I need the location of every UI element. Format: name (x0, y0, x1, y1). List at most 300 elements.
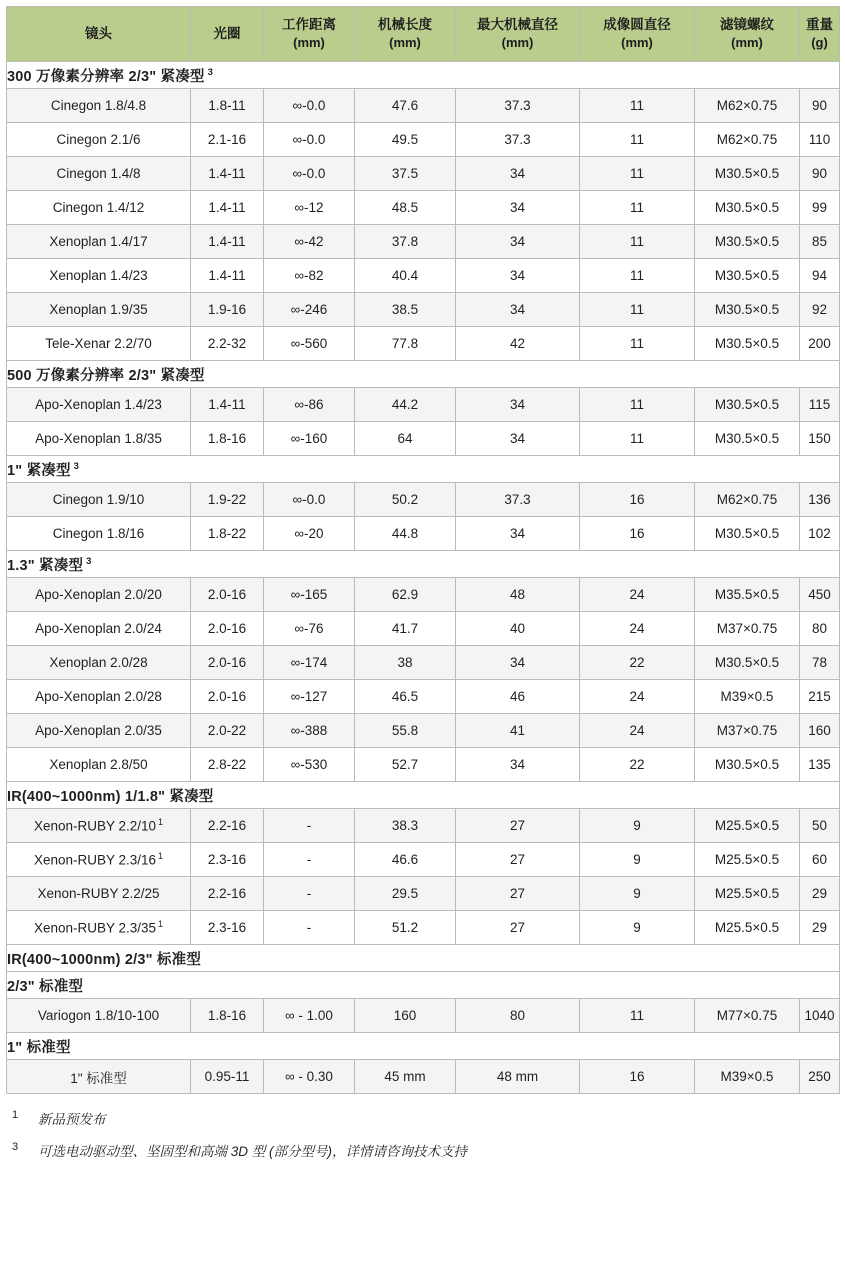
cell-lens (7, 843, 191, 877)
cell-weight (800, 612, 840, 646)
cell-image-circle (580, 89, 695, 123)
cell-max-diameter (456, 191, 580, 225)
cell-filter-thread-value: M62×0.75 (716, 492, 778, 507)
cell-working-distance-value: ∞-560 (290, 336, 328, 351)
cell-weight (800, 422, 840, 456)
cell-mechanical-length (355, 483, 456, 517)
cell-mechanical-length (355, 714, 456, 748)
cell-mechanical-length-value: 37.5 (391, 166, 419, 181)
cell-working-distance (264, 714, 355, 748)
cell-working-distance (264, 578, 355, 612)
cell-weight (800, 89, 840, 123)
cell-weight (800, 578, 840, 612)
cell-image-circle-value: 11 (629, 132, 644, 147)
cell-image-circle (580, 483, 695, 517)
cell-weight-value: 150 (808, 431, 831, 446)
table-row (7, 809, 840, 843)
cell-max-diameter-value: 27 (509, 886, 526, 901)
table-row (7, 680, 840, 714)
cell-weight-value: 102 (808, 526, 831, 541)
cell-aperture (191, 714, 264, 748)
table-group-row (7, 456, 840, 483)
column-header-image-circle-label: 成像圆直径 (603, 17, 671, 33)
cell-image-circle-value: 11 (629, 234, 644, 249)
cell-lens-value: Xenoplan 1.4/23 (49, 268, 148, 283)
cell-lens-value: Cinegon 1.8/4.8 (50, 98, 147, 113)
cell-lens (7, 89, 191, 123)
cell-max-diameter (456, 748, 580, 782)
cell-mechanical-length (355, 293, 456, 327)
cell-lens-value: Cinegon 1.4/12 (52, 200, 145, 215)
cell-image-circle (580, 999, 695, 1033)
table-group-row (7, 945, 840, 972)
cell-mechanical-length-value: 44.8 (391, 526, 419, 541)
cell-max-diameter-value: 34 (509, 397, 526, 412)
cell-max-diameter-value: 27 (509, 852, 526, 867)
cell-max-diameter (456, 999, 580, 1033)
cell-image-circle-value: 24 (629, 689, 645, 704)
cell-weight-value: 29 (811, 886, 828, 901)
table-header (7, 7, 840, 62)
cell-max-diameter (456, 157, 580, 191)
cell-working-distance-value: - (306, 818, 312, 833)
cell-working-distance-value: ∞-174 (290, 655, 328, 670)
cell-mechanical-length-value: 62.9 (391, 587, 419, 602)
cell-aperture-value: 2.0-22 (207, 723, 247, 738)
cell-lens-value: Cinegon 1.9/10 (52, 492, 145, 507)
cell-lens-value: Cinegon 1.4/8 (56, 166, 141, 181)
cell-max-diameter (456, 578, 580, 612)
cell-filter-thread (695, 680, 800, 714)
cell-footnote-marker: 1 (158, 851, 164, 862)
cell-aperture-value: 1.4-11 (208, 234, 246, 249)
cell-image-circle-value: 22 (629, 757, 645, 772)
cell-working-distance (264, 999, 355, 1033)
cell-weight-value: 90 (811, 166, 828, 181)
cell-weight (800, 877, 840, 911)
cell-aperture (191, 748, 264, 782)
cell-working-distance (264, 293, 355, 327)
cell-image-circle-value: 11 (629, 166, 644, 181)
cell-image-circle (580, 191, 695, 225)
cell-working-distance (264, 809, 355, 843)
cell-working-distance-value: ∞-0.0 (292, 98, 326, 113)
cell-aperture-value: 2.2-32 (207, 336, 247, 351)
table-row (7, 999, 840, 1033)
cell-weight-value: 115 (808, 397, 831, 412)
cell-mechanical-length (355, 157, 456, 191)
cell-lens (7, 191, 191, 225)
cell-aperture-value: 1.4-11 (208, 166, 246, 181)
cell-working-distance-value: - (306, 886, 312, 901)
cell-mechanical-length (355, 877, 456, 911)
table-row (7, 578, 840, 612)
lens-specification-table (6, 6, 840, 1094)
cell-max-diameter (456, 877, 580, 911)
cell-max-diameter-value: 34 (509, 526, 526, 541)
cell-weight (800, 809, 840, 843)
cell-image-circle (580, 748, 695, 782)
cell-filter-thread-value: M37×0.75 (716, 621, 778, 636)
cell-mechanical-length-value: 55.8 (391, 723, 419, 738)
cell-lens (7, 714, 191, 748)
table-row (7, 748, 840, 782)
cell-lens-value: Apo-Xenoplan 2.0/28 (35, 689, 162, 704)
cell-max-diameter-value: 34 (509, 268, 526, 283)
cell-weight-value: 60 (811, 852, 828, 867)
cell-max-diameter (456, 483, 580, 517)
cell-aperture (191, 809, 264, 843)
cell-working-distance (264, 123, 355, 157)
cell-max-diameter-value: 34 (509, 757, 526, 772)
cell-max-diameter-value: 34 (509, 234, 526, 249)
cell-lens (7, 877, 191, 911)
cell-filter-thread (695, 578, 800, 612)
cell-image-circle-value: 16 (629, 1069, 645, 1084)
column-header-aperture-label: 光圈 (213, 25, 241, 41)
cell-mechanical-length (355, 748, 456, 782)
cell-mechanical-length-value: 51.2 (391, 920, 419, 935)
cell-aperture-value: 1.4-11 (208, 268, 246, 283)
cell-weight (800, 483, 840, 517)
cell-aperture (191, 123, 264, 157)
column-header-mechanical-length-unit: (mm) (389, 35, 421, 51)
cell-aperture (191, 877, 264, 911)
cell-weight (800, 714, 840, 748)
cell-working-distance (264, 612, 355, 646)
cell-mechanical-length (355, 388, 456, 422)
cell-working-distance (264, 422, 355, 456)
cell-image-circle (580, 157, 695, 191)
cell-aperture (191, 191, 264, 225)
cell-weight (800, 517, 840, 551)
cell-filter-thread (695, 1060, 800, 1094)
cell-mechanical-length (355, 89, 456, 123)
cell-max-diameter-value: 34 (509, 655, 526, 670)
cell-lens-value: Xenon-RUBY 2.2/25 (37, 886, 160, 901)
cell-aperture-value: 2.1-16 (207, 132, 247, 147)
cell-image-circle-value: 9 (633, 852, 641, 867)
cell-mechanical-length (355, 843, 456, 877)
cell-filter-thread-value: M30.5×0.5 (714, 268, 780, 283)
cell-filter-thread-value: M39×0.5 (720, 689, 774, 704)
cell-aperture (191, 483, 264, 517)
cell-working-distance-value: ∞-42 (294, 234, 324, 249)
cell-working-distance-value: ∞-0.0 (292, 492, 326, 507)
cell-working-distance (264, 646, 355, 680)
cell-filter-thread-value: M62×0.75 (716, 98, 778, 113)
cell-lens (7, 612, 191, 646)
column-header-lens-label: 镜头 (85, 25, 112, 41)
cell-image-circle-value: 16 (629, 526, 645, 541)
cell-filter-thread (695, 809, 800, 843)
table-body (7, 62, 840, 1094)
group-title (7, 972, 840, 999)
cell-mechanical-length (355, 1060, 456, 1094)
group-title-footnote-marker: 3 (207, 66, 214, 78)
cell-filter-thread-value: M25.5×0.5 (714, 818, 780, 833)
table-row (7, 327, 840, 361)
table-group-row (7, 551, 840, 578)
cell-lens (7, 293, 191, 327)
cell-working-distance (264, 911, 355, 945)
cell-filter-thread-value: M30.5×0.5 (714, 336, 780, 351)
cell-aperture-value: 1.8-22 (207, 526, 247, 541)
column-header-filter-thread-unit: (mm) (731, 35, 763, 51)
cell-image-circle (580, 422, 695, 456)
cell-working-distance (264, 388, 355, 422)
cell-lens-value: Xenoplan 1.4/17 (49, 234, 148, 249)
cell-weight-value: 50 (811, 818, 828, 833)
cell-mechanical-length-value: 40.4 (391, 268, 419, 283)
cell-lens-value: Cinegon 2.1/6 (56, 132, 141, 147)
cell-lens-value: Tele-Xenar 2.2/70 (45, 336, 152, 351)
cell-weight (800, 911, 840, 945)
group-title-label: 1.3" 紧凑型 (7, 557, 84, 574)
cell-max-diameter (456, 388, 580, 422)
cell-lens (7, 422, 191, 456)
cell-weight (800, 999, 840, 1033)
cell-filter-thread (695, 123, 800, 157)
cell-mechanical-length-value: 77.8 (391, 336, 419, 351)
cell-footnote-marker: 1 (158, 919, 164, 930)
cell-working-distance-value: ∞-165 (290, 587, 328, 602)
cell-working-distance (264, 483, 355, 517)
cell-working-distance (264, 517, 355, 551)
cell-weight (800, 388, 840, 422)
cell-max-diameter-value: 34 (509, 200, 526, 215)
cell-mechanical-length (355, 999, 456, 1033)
cell-mechanical-length-value: 41.7 (391, 621, 419, 636)
table-row (7, 388, 840, 422)
cell-image-circle (580, 646, 695, 680)
cell-lens-value: Xenon-RUBY 2.3/35 (33, 920, 157, 936)
cell-max-diameter-value: 37.3 (504, 98, 531, 113)
cell-lens-value: Apo-Xenoplan 1.8/35 (35, 431, 162, 446)
cell-aperture-value: 2.0-16 (207, 621, 247, 636)
cell-aperture-value: 1.9-22 (207, 492, 247, 507)
table-row (7, 483, 840, 517)
group-title (7, 945, 840, 972)
cell-mechanical-length (355, 327, 456, 361)
cell-weight (800, 843, 840, 877)
cell-lens (7, 646, 191, 680)
cell-lens-value: Xenon-RUBY 2.2/10 (33, 818, 157, 834)
cell-filter-thread-value: M62×0.75 (716, 132, 778, 147)
cell-image-circle (580, 843, 695, 877)
cell-weight-value: 78 (811, 655, 828, 670)
cell-aperture-value: 0.95-11 (204, 1069, 250, 1084)
cell-max-diameter-value: 48 mm (496, 1069, 539, 1084)
cell-weight-value: 160 (808, 723, 831, 738)
cell-weight-value: 92 (811, 302, 828, 317)
cell-mechanical-length-value: 29.5 (391, 886, 419, 901)
footnote-text: 新品预发布 (38, 1112, 106, 1127)
group-title-label: IR(400~1000nm) 2/3" 标准型 (7, 951, 202, 968)
cell-filter-thread (695, 999, 800, 1033)
group-title-footnote-marker: 3 (73, 460, 80, 472)
cell-lens (7, 1060, 191, 1094)
column-header-working-distance (264, 7, 355, 62)
cell-mechanical-length-value: 37.8 (391, 234, 419, 249)
cell-image-circle-value: 22 (629, 655, 645, 670)
table-row (7, 517, 840, 551)
cell-max-diameter (456, 809, 580, 843)
cell-mechanical-length (355, 422, 456, 456)
cell-max-diameter-value: 34 (509, 431, 526, 446)
column-header-working-distance-unit: (mm) (293, 35, 325, 51)
cell-image-circle-value: 11 (629, 98, 644, 113)
cell-aperture (191, 911, 264, 945)
cell-image-circle-value: 24 (629, 621, 645, 636)
cell-lens (7, 999, 191, 1033)
cell-weight (800, 293, 840, 327)
cell-image-circle (580, 714, 695, 748)
cell-filter-thread-value: M30.5×0.5 (714, 655, 780, 670)
cell-mechanical-length-value: 38 (397, 655, 413, 670)
cell-max-diameter (456, 646, 580, 680)
table-row (7, 911, 840, 945)
cell-filter-thread-value: M30.5×0.5 (714, 234, 780, 249)
cell-image-circle (580, 911, 695, 945)
cell-aperture-value: 2.0-16 (207, 587, 247, 602)
table-row (7, 123, 840, 157)
cell-image-circle-value: 11 (629, 200, 644, 215)
cell-filter-thread-value: M35.5×0.5 (714, 587, 780, 602)
cell-max-diameter-value: 46 (509, 689, 526, 704)
cell-max-diameter-value: 34 (509, 166, 526, 181)
cell-aperture-value: 2.3-16 (207, 920, 247, 935)
cell-image-circle-value: 11 (629, 302, 644, 317)
column-header-weight (800, 7, 840, 62)
cell-aperture (191, 612, 264, 646)
cell-mechanical-length-value: 38.5 (391, 302, 419, 317)
cell-mechanical-length-value: 50.2 (391, 492, 419, 507)
cell-weight-value: 29 (811, 920, 828, 935)
cell-mechanical-length-value: 46.5 (391, 689, 419, 704)
cell-filter-thread-value: M25.5×0.5 (714, 852, 780, 867)
cell-max-diameter (456, 843, 580, 877)
cell-lens (7, 483, 191, 517)
cell-image-circle (580, 578, 695, 612)
cell-filter-thread (695, 646, 800, 680)
cell-working-distance-value: ∞-20 (294, 526, 324, 541)
cell-max-diameter (456, 517, 580, 551)
cell-lens-value: Xenoplan 2.8/50 (49, 757, 148, 772)
cell-image-circle-value: 16 (629, 492, 645, 507)
footnote-marker: 3 (12, 1141, 19, 1153)
table-row (7, 843, 840, 877)
cell-working-distance-value: ∞-388 (290, 723, 328, 738)
cell-filter-thread (695, 612, 800, 646)
column-header-max-diameter-label: 最大机械直径 (477, 17, 558, 33)
cell-working-distance-value: ∞-127 (290, 689, 328, 704)
cell-max-diameter (456, 422, 580, 456)
cell-mechanical-length (355, 123, 456, 157)
cell-mechanical-length (355, 612, 456, 646)
table-row (7, 293, 840, 327)
cell-filter-thread-value: M30.5×0.5 (714, 302, 780, 317)
cell-weight (800, 1060, 840, 1094)
cell-weight (800, 225, 840, 259)
cell-working-distance (264, 191, 355, 225)
cell-weight-value: 136 (808, 492, 831, 507)
cell-filter-thread-value: M30.5×0.5 (714, 166, 780, 181)
cell-working-distance (264, 157, 355, 191)
column-header-mechanical-length-label: 机械长度 (378, 17, 432, 33)
cell-mechanical-length (355, 646, 456, 680)
cell-image-circle-value: 11 (629, 268, 644, 283)
cell-aperture-value: 2.8-22 (207, 757, 247, 772)
cell-max-diameter (456, 1060, 580, 1094)
cell-filter-thread (695, 89, 800, 123)
cell-max-diameter-value: 37.3 (504, 132, 531, 147)
cell-max-diameter-value: 42 (509, 336, 526, 351)
table-group-row (7, 361, 840, 388)
cell-lens-value: Apo-Xenoplan 2.0/20 (35, 587, 162, 602)
cell-aperture-value: 2.2-16 (207, 886, 247, 901)
cell-lens (7, 517, 191, 551)
cell-filter-thread-value: M30.5×0.5 (714, 431, 780, 446)
cell-aperture (191, 578, 264, 612)
cell-max-diameter-value: 27 (509, 920, 526, 935)
footnote-marker: 1 (12, 1109, 19, 1121)
cell-weight-value: 80 (811, 621, 828, 636)
group-title (7, 782, 840, 809)
cell-aperture (191, 293, 264, 327)
table-group-row (7, 1033, 840, 1060)
table-row (7, 259, 840, 293)
column-header-aperture (191, 7, 264, 62)
cell-working-distance (264, 680, 355, 714)
cell-image-circle-value: 11 (629, 1008, 644, 1023)
cell-working-distance-value: ∞-0.0 (292, 132, 326, 147)
cell-max-diameter (456, 327, 580, 361)
footnote-item (8, 1108, 839, 1128)
cell-lens (7, 748, 191, 782)
table-row (7, 1060, 840, 1094)
cell-weight (800, 327, 840, 361)
cell-max-diameter-value: 48 (509, 587, 526, 602)
cell-mechanical-length (355, 259, 456, 293)
cell-image-circle-value: 24 (629, 587, 645, 602)
cell-weight (800, 191, 840, 225)
table-row (7, 612, 840, 646)
cell-lens (7, 259, 191, 293)
cell-mechanical-length (355, 517, 456, 551)
cell-lens (7, 157, 191, 191)
cell-max-diameter (456, 259, 580, 293)
cell-lens-value: Xenoplan 2.0/28 (49, 655, 148, 670)
cell-filter-thread (695, 157, 800, 191)
cell-image-circle (580, 877, 695, 911)
header-row (7, 7, 840, 62)
cell-image-circle-value: 11 (629, 431, 644, 446)
cell-filter-thread-value: M30.5×0.5 (714, 526, 780, 541)
cell-mechanical-length (355, 911, 456, 945)
table-row (7, 225, 840, 259)
group-title (7, 62, 840, 89)
column-header-filter-thread (695, 7, 800, 62)
cell-image-circle-value: 9 (633, 886, 641, 901)
cell-mechanical-length-value: 47.6 (391, 98, 419, 113)
cell-filter-thread (695, 293, 800, 327)
cell-lens (7, 911, 191, 945)
cell-mechanical-length (355, 225, 456, 259)
cell-aperture (191, 89, 264, 123)
cell-filter-thread (695, 483, 800, 517)
cell-lens-value: Apo-Xenoplan 2.0/24 (35, 621, 162, 636)
